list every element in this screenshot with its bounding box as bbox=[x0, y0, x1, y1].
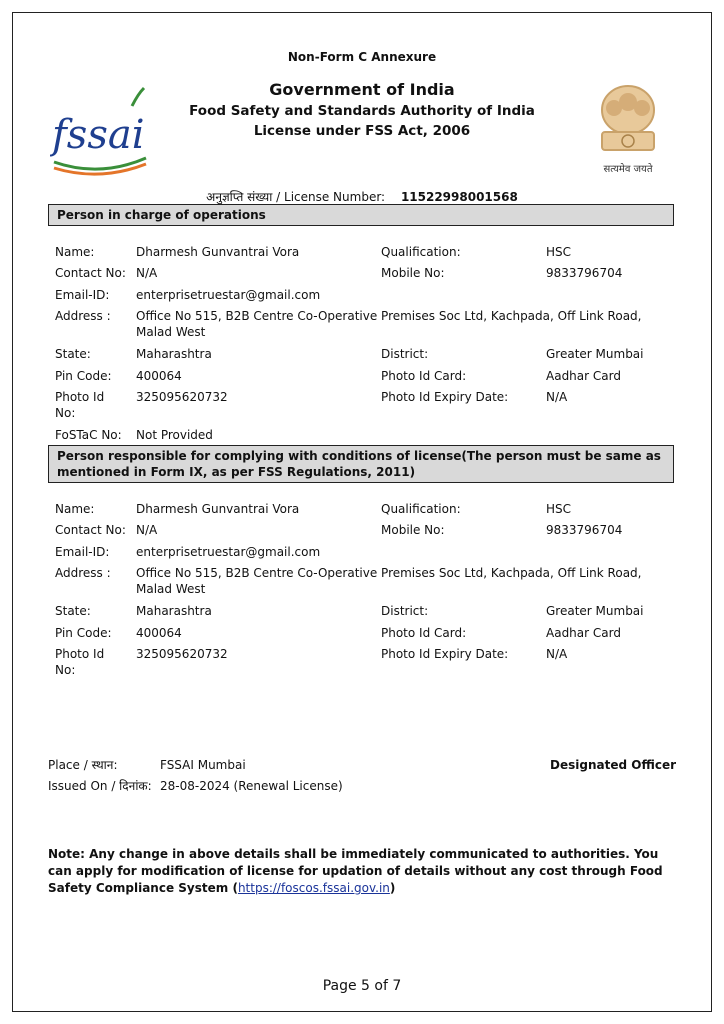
s2-qualification-label: Qualification: bbox=[381, 502, 461, 516]
designated-officer: Designated Officer bbox=[550, 758, 676, 772]
s2-address: Office No 515, B2B Centre Co-Operative Premises Soc Ltd, Kachpada, Off Link Road, Malad West bbox=[136, 566, 642, 596]
s2-name-label: Name: bbox=[55, 502, 95, 516]
note-paragraph bbox=[48, 846, 674, 897]
national-emblem bbox=[576, 80, 680, 180]
authority-title: Food Safety and Standards Authority of India bbox=[189, 103, 535, 119]
s1-photo-no: 325095620732 bbox=[136, 390, 228, 404]
s1-photo-card-label: Photo Id Card: bbox=[381, 369, 467, 383]
s1-photo-expiry: N/A bbox=[546, 390, 568, 404]
s2-qualification: HSC bbox=[546, 502, 572, 516]
s1-qualification-label: Qualification: bbox=[381, 245, 461, 259]
fssai-logo bbox=[50, 78, 150, 178]
s1-name: Dharmesh Gunvantrai Vora bbox=[136, 245, 300, 259]
section-person-in-charge: Person in charge of operations bbox=[48, 204, 674, 226]
s2-email-label: Email-ID: bbox=[55, 545, 110, 559]
s1-mobile-label: Mobile No: bbox=[381, 266, 445, 280]
s1-contact-label: Contact No: bbox=[55, 266, 126, 280]
act-title: License under FSS Act, 2006 bbox=[253, 123, 471, 139]
s1-state-label: State: bbox=[55, 347, 91, 361]
s2-photo-expiry-label: Photo Id Expiry Date: bbox=[381, 647, 509, 661]
s2-state-label: State: bbox=[55, 604, 91, 618]
foscos-link[interactable]: https://foscos.fssai.gov.in bbox=[237, 881, 390, 895]
issued-value: 28-08-2024 (Renewal License) bbox=[160, 779, 343, 793]
svg-text:fssai: fssai bbox=[52, 112, 145, 158]
place-value: FSSAI Mumbai bbox=[160, 758, 246, 772]
s2-pin: 400064 bbox=[136, 626, 182, 640]
government-title: Government of India bbox=[269, 80, 455, 99]
s1-photo-expiry-label: Photo Id Expiry Date: bbox=[381, 390, 509, 404]
s2-photo-expiry: N/A bbox=[546, 647, 568, 661]
s1-contact: N/A bbox=[136, 266, 158, 280]
place-label: Place / स्थान: bbox=[48, 758, 118, 772]
s1-qualification: HSC bbox=[546, 245, 572, 259]
s1-pin-label: Pin Code: bbox=[55, 369, 112, 383]
issued-label: Issued On / दिनांक: bbox=[48, 779, 152, 793]
s2-address-label: Address : bbox=[55, 566, 111, 580]
s2-email: enterprisetruestar@gmail.com bbox=[136, 545, 321, 559]
s1-photo-card: Aadhar Card bbox=[546, 369, 621, 383]
s2-contact: N/A bbox=[136, 523, 158, 537]
s1-address: Office No 515, B2B Centre Co-Operative Premises Soc Ltd, Kachpada, Off Link Road, Malad West bbox=[136, 309, 642, 339]
note-text: Note: Any change in above details shall be immediately communicated to authorities. You can apply for modification of license for updation of details without any cost through Food Safety Compliance System ( bbox=[48, 847, 663, 895]
s2-state: Maharashtra bbox=[136, 604, 212, 618]
s1-name-label: Name: bbox=[55, 245, 95, 259]
s1-email: enterprisetruestar@gmail.com bbox=[136, 288, 321, 302]
s2-mobile: 9833796704 bbox=[546, 523, 623, 537]
section-responsible-person: Person responsible for complying with conditions of license(The person must be same as mentioned in Form IX, as per FSS Regulations, 2011) bbox=[48, 445, 674, 483]
license-label: अनुज्ञप्ति संख्या / License Number: bbox=[206, 190, 386, 204]
s1-pin: 400064 bbox=[136, 369, 182, 383]
svg-text:सत्यमेव जयते: सत्यमेव जयते bbox=[603, 164, 653, 175]
license-number: 11522998001568 bbox=[400, 190, 518, 204]
s1-state: Maharashtra bbox=[136, 347, 212, 361]
s1-fostac-label: FoSTaC No: bbox=[55, 428, 122, 442]
s2-photo-card: Aadhar Card bbox=[546, 626, 621, 640]
s1-address-label: Address : bbox=[55, 309, 111, 323]
s2-mobile-label: Mobile No: bbox=[381, 523, 445, 537]
annexure-title: Non-Form C Annexure bbox=[287, 50, 437, 64]
s2-pin-label: Pin Code: bbox=[55, 626, 112, 640]
s1-photo-no-label: Photo Id No: bbox=[55, 390, 105, 420]
s2-name: Dharmesh Gunvantrai Vora bbox=[136, 502, 300, 516]
license-number-line bbox=[0, 188, 724, 205]
s2-district: Greater Mumbai bbox=[546, 604, 644, 618]
s2-photo-card-label: Photo Id Card: bbox=[381, 626, 467, 640]
s2-district-label: District: bbox=[381, 604, 429, 618]
s1-email-label: Email-ID: bbox=[55, 288, 110, 302]
s1-mobile: 9833796704 bbox=[546, 266, 623, 280]
s2-contact-label: Contact No: bbox=[55, 523, 126, 537]
s1-fostac: Not Provided bbox=[136, 428, 213, 442]
s2-photo-no: 325095620732 bbox=[136, 647, 228, 661]
s2-photo-no-label: Photo Id No: bbox=[55, 647, 105, 677]
note-close: ) bbox=[389, 881, 396, 895]
s1-district-label: District: bbox=[381, 347, 429, 361]
s1-district: Greater Mumbai bbox=[546, 347, 644, 361]
page-number: Page 5 of 7 bbox=[322, 978, 402, 994]
